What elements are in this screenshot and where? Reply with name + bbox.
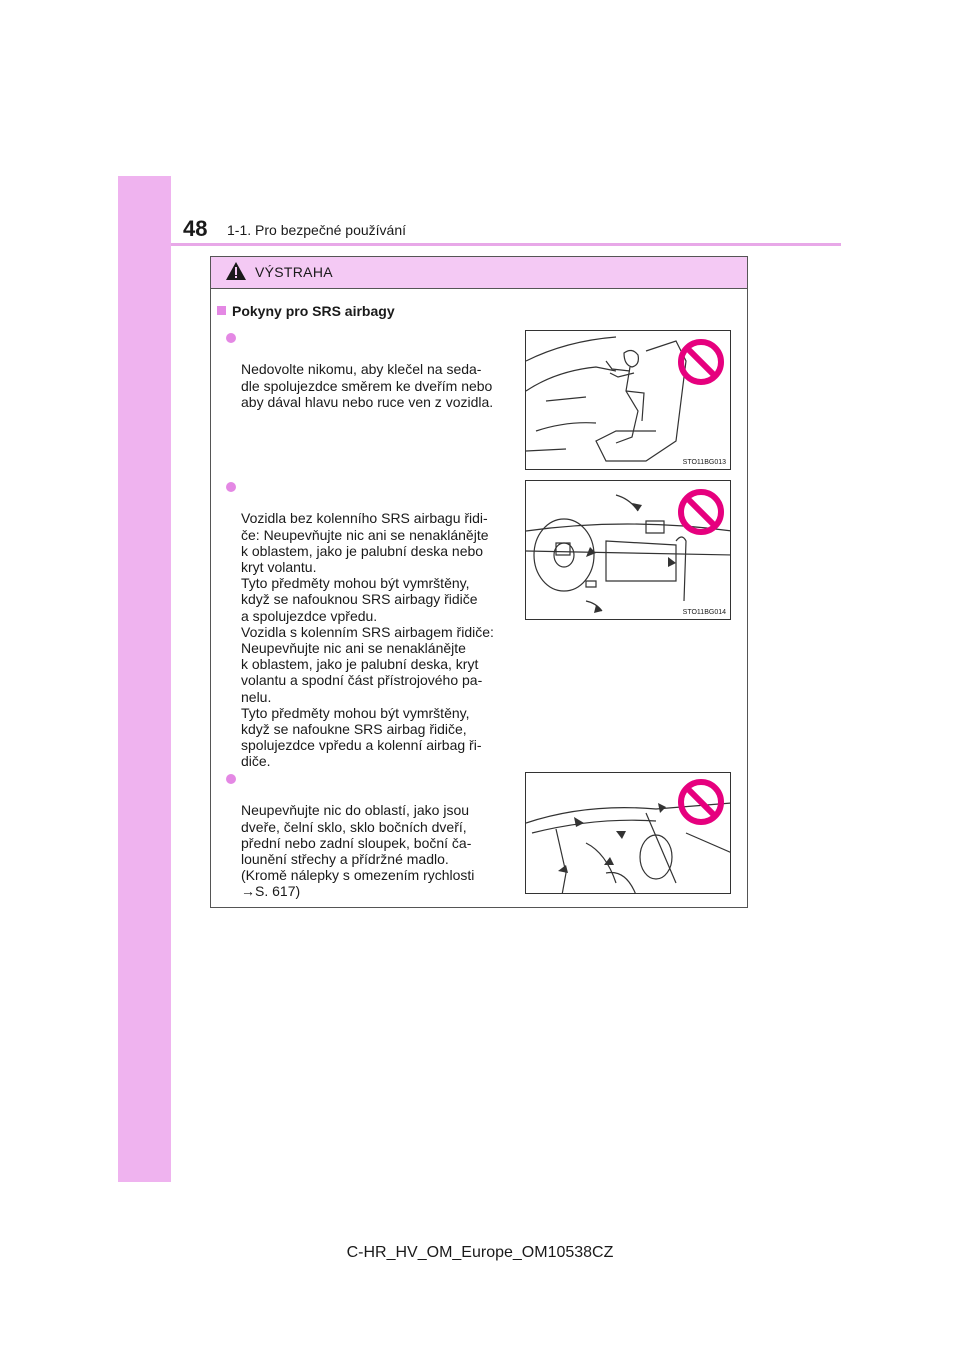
list-item — [241, 478, 517, 770]
item-text: Vozidla bez kolenního SRS airbagu řidi- če: Neupevňujte nic ani se nenaklánějte k oblastem, jako je palubní deska nebo kryt volantu. Tyto předměty mohou být vymrštěny, když se nafouknou SRS airbagy řidiče a spolujezdce vpředu. Vozidla s kolenním SRS airbagem řidiče: Neupevňujte nic ani se nenaklánějte k oblastem, jako je palubní deska, kryt volantu a spodní část přístrojového pa- nelu. Tyto předměty mohou být vymrštěny, když se nafoukne SRS airbag řidiče, spolujezdce vpředu a kolenní airbag ři- diče. — [241, 510, 494, 770]
warning-title: VÝSTRAHA — [255, 264, 333, 280]
list-item — [241, 329, 517, 410]
illustration-kneeling-passenger — [525, 330, 731, 470]
page-number: 48 — [183, 216, 208, 241]
document-code: C-HR_HV_OM_Europe_OM10538CZ — [346, 1244, 614, 1261]
subheading — [217, 303, 395, 319]
square-bullet-icon — [217, 306, 226, 315]
item-text: Nedovolte nikomu, aby klečel na seda- dle spolujezdce směrem ke dveřím nebo aby dával hlavu nebo ruce ven z vozidla. — [241, 361, 494, 410]
illustration-dashboard-objects — [525, 480, 731, 620]
bullet-icon — [226, 482, 236, 492]
subheading-text: Pokyny pro SRS airbagy — [232, 303, 395, 319]
bullet-icon — [226, 774, 236, 784]
warning-triangle-icon — [225, 261, 247, 281]
prohibition-icon — [676, 777, 726, 827]
prohibition-icon — [676, 337, 726, 387]
item-text: Neupevňujte nic do oblastí, jako jsou dveře, čelní sklo, sklo bočních dveří, přední nebo zadní sloupek, boční ča- lounění střechy a přídržné madlo. (Kromě nálepky s omezením rychlosti →S. 617) — [241, 802, 475, 900]
list-item — [241, 770, 517, 900]
header-rule — [171, 243, 841, 246]
warning-box — [210, 256, 748, 908]
side-tab-band — [118, 176, 171, 1182]
figure-code: STO11BG013 — [682, 459, 726, 466]
figure-code: STO11BG014 — [682, 609, 726, 616]
prohibition-icon — [676, 487, 726, 537]
section-title: 1-1. Pro bezpečné používání — [227, 222, 407, 238]
illustration-interior-areas — [525, 772, 731, 894]
warning-header — [211, 257, 747, 289]
bullet-icon — [226, 333, 236, 343]
